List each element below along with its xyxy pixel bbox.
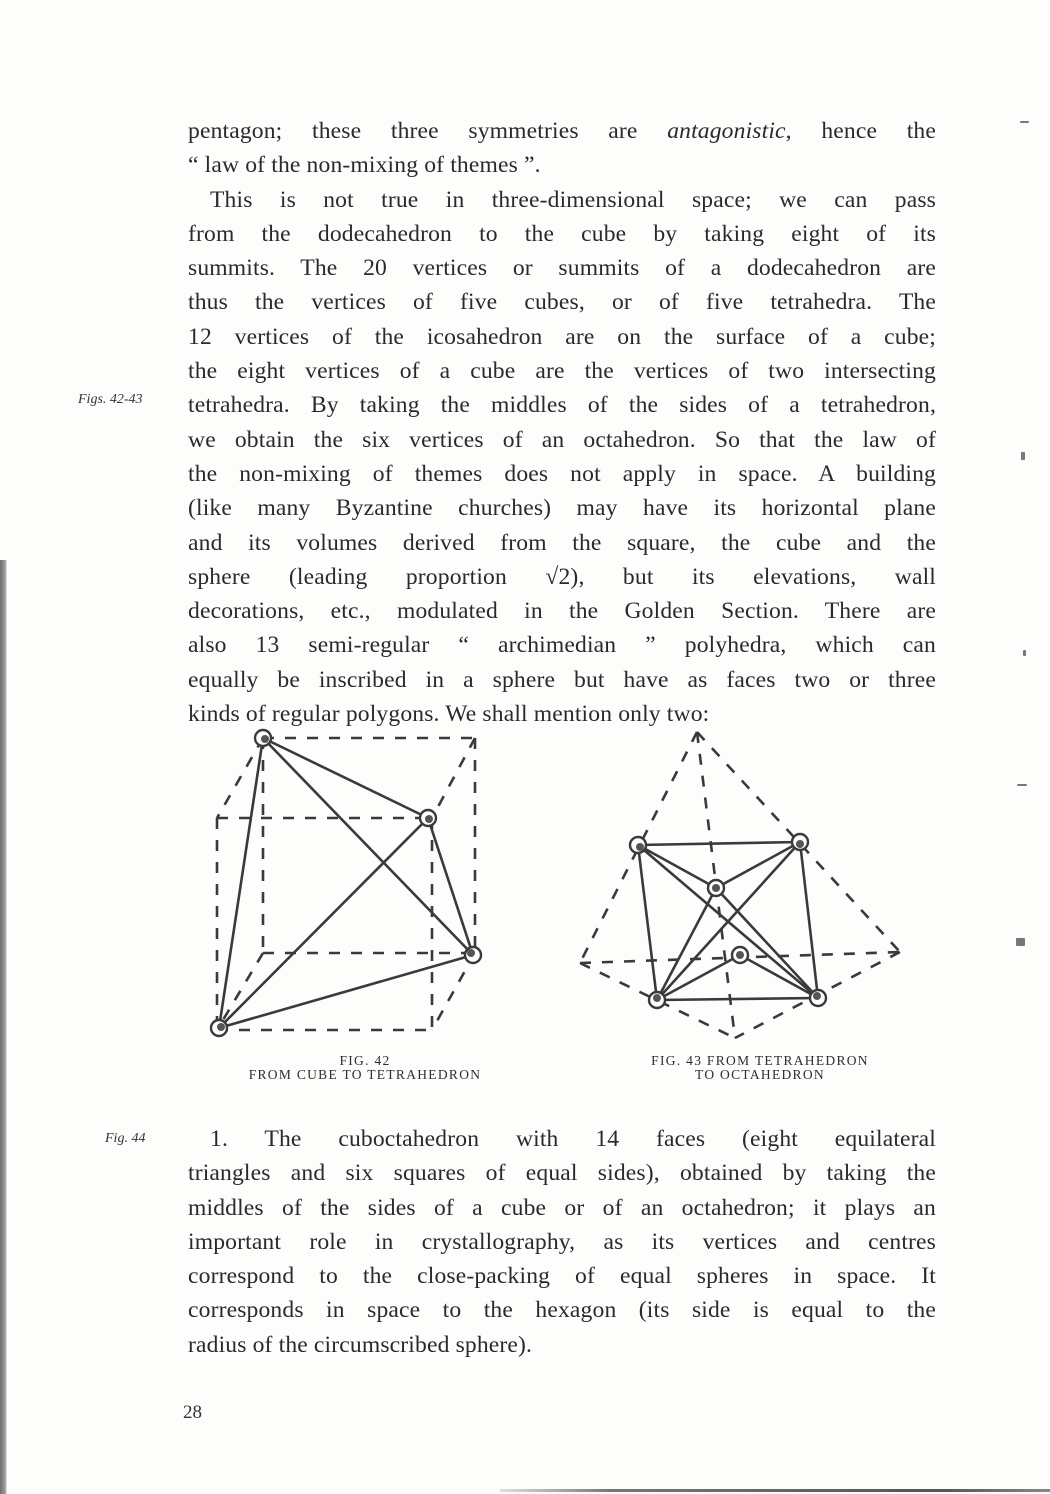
scan-speck [1021,452,1025,460]
text-line: summits. The 20 vertices or summits of a dodecahedron are [188,255,936,282]
text-line: we obtain the six vertices of an octahedron. So that the law of [188,426,936,453]
text-line: thus the vertices of five cubes, or of five tetrahedra. The [188,289,936,316]
text-line: equally be inscribed in a sphere but have as faces two or three [188,666,936,693]
text-line: “ law of the non-mixing of themes ”. [188,152,541,179]
figure-43-caption: FIG. 43 FROM TETRAHEDRON TO OCTAHEDRON [651,1053,869,1082]
scan-speck [1023,650,1026,656]
text-line: corresponds in space to the hexagon (its side is equal to the [188,1297,936,1324]
text-line: 1. The cuboctahedron with 14 faces (eight equilateral [210,1126,936,1152]
page-binding-edge [0,560,7,1494]
text-line: correspond to the close-packing of equal spheres in space. It [188,1263,936,1290]
tetrahedron-vertices [211,730,481,1036]
margin-note-figs-42-43: Figs. 42-43 [78,392,143,407]
scan-speck [1017,784,1027,786]
text-line: also 13 semi-regular “ archimedian ” polyhedra, which can [188,632,936,659]
scan-speck [1020,121,1029,123]
text-line: the eight vertices of a cube are the vertices of two intersecting [188,358,936,385]
page-number: 28 [183,1402,202,1423]
figure-42-caption: FIG. 42 FROM CUBE TO TETRAHEDRON [248,1053,482,1082]
figure-42-diagram [195,725,495,1045]
emphasis-antagonistic: antagonistic [667,118,786,144]
text-line: from the dodecahedron to the cube by taking eight of its [188,220,936,247]
margin-note-fig-44: Fig. 44 [105,1131,146,1146]
text-line: 12 vertices of the icosahedron are on the surface of a cube; [188,323,936,350]
text-line: important role in crystallography, as its vertices and centres [188,1228,936,1255]
text-line: This is not true in three-dimensional space; we can pass [210,186,936,213]
text-line: the non-mixing of themes does not apply in space. A building [188,460,936,487]
page-bottom-edge [500,1489,1050,1492]
tetrahedron-dashed-edges [580,732,900,1038]
paragraph-polyhedra-in-space [188,183,936,732]
text-line: pentagon; these three symmetries are antagonistic, hence the [188,118,936,144]
text-line: (like many Byzantine churches) may have its horizontal plane [188,495,936,522]
figure-43-diagram [560,720,920,1050]
text-line: decorations, etc., modulated in the Golden Section. There are [188,598,936,625]
text-line: kinds of regular polygons. We shall mention only two: [188,701,710,728]
text-line: radius of the circumscribed sphere). [188,1331,533,1358]
text-line: triangles and six squares of equal sides), obtained by taking the [188,1160,936,1187]
text-line: and its volumes derived from the square, the cube and the [188,529,936,556]
scan-speck [1016,938,1025,946]
paragraph-cuboctahedron [188,1122,936,1362]
paragraph-continuation [188,114,936,183]
tetrahedron-solid-edges [219,738,473,1028]
text-line: sphere (leading proportion √2), but its elevations, wall [188,563,936,590]
text-line: tetrahedra. By taking the middles of the sides of a tetrahedron, [188,392,936,419]
text-line: middles of the sides of a cube or of an octahedron; it plays an [188,1194,936,1221]
